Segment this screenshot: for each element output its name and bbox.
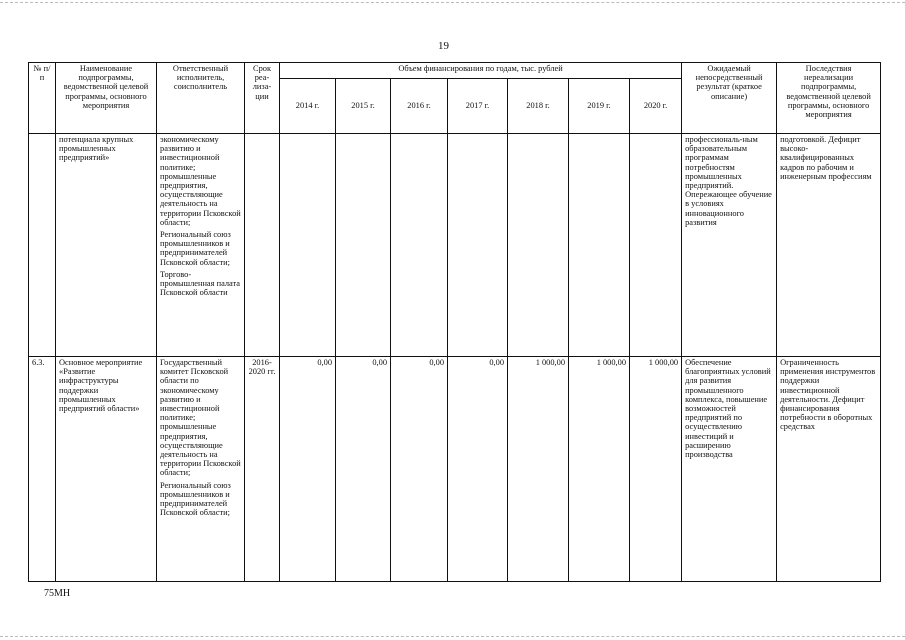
header-year-2017: 2017 г. — [448, 79, 508, 134]
responsible-part: Торгово-промышленная палата Псковской области — [160, 269, 241, 298]
financing-table — [28, 62, 881, 582]
row-value-2015: 0,00 — [336, 357, 391, 582]
row-num: 6.3. — [29, 357, 56, 582]
page-number: 19 — [438, 40, 449, 52]
header-result: Ожидаемый непосредственный результат (краткое описание) — [682, 63, 777, 134]
scan-edge-top — [0, 2, 905, 3]
row-consequences: Ограниченность применения инструментов поддержки инвестиционной деятельности. Дефицит финансирования потребности в оборотных средствах — [777, 357, 881, 582]
header-year-2014: 2014 г. — [280, 79, 336, 134]
row-responsible — [157, 134, 245, 357]
responsible-part: Государственный комитет Псковской области по экономическому развитию и инвестиционной политике; промышленные предприятия, осуществляющие деятельность на территории Псковской области; — [160, 358, 241, 478]
table-row — [29, 357, 881, 582]
row-value-2016: 0,00 — [391, 357, 448, 582]
row-result: профессиональ-ным образовательным программам потребностям промышленных предприятий. Опережающее обучение в условиях инновационного развития — [682, 134, 777, 357]
scan-edge-bottom — [0, 636, 905, 637]
header-row-top — [29, 63, 881, 79]
header-term: Срок реа-лиза-ции — [245, 63, 280, 134]
responsible-part: экономическому развитию и инвестиционной политике; промышленные предприятия, осуществляющие деятельность на территории Псковской области; — [160, 135, 241, 227]
row-value-2020: 1 000,00 — [630, 357, 682, 582]
row-responsible — [157, 357, 245, 582]
header-year-2016: 2016 г. — [391, 79, 448, 134]
row-value-2018: 1 000,00 — [508, 357, 569, 582]
row-value-2020 — [630, 134, 682, 357]
table-row — [29, 134, 881, 357]
header-year-2018: 2018 г. — [508, 79, 569, 134]
row-value-2016 — [391, 134, 448, 357]
row-value-2018 — [508, 134, 569, 357]
header-year-2015: 2015 г. — [336, 79, 391, 134]
header-name: Наименование подпрограммы, ведомственной целевой программы, основного мероприятия — [56, 63, 157, 134]
header-consequences: Последствия нереализации подпрограммы, ведомственной целевой программы, основного мероприятия — [777, 63, 881, 134]
row-term: 2016-2020 гг. — [245, 357, 280, 582]
row-num — [29, 134, 56, 357]
row-value-2014 — [280, 134, 336, 357]
responsible-part: Региональный союз промышленников и предпринимателей Псковской области; — [160, 480, 231, 518]
row-name: Основное мероприятие «Развитие инфраструктуры поддержки промышленных предприятий области» — [56, 357, 157, 582]
responsible-part: Региональный союз промышленников и предпринимателей Псковской области; — [160, 230, 231, 267]
footer-code: 75МН — [44, 588, 71, 599]
row-name: потенциала крупных промышленных предприятий» — [56, 134, 157, 357]
row-value-2014: 0,00 — [280, 357, 336, 582]
row-value-2019 — [569, 134, 630, 357]
header-num: № п/п — [29, 63, 56, 134]
header-financing: Объем финансирования по годам, тыс. рублей — [280, 63, 682, 79]
row-term — [245, 134, 280, 357]
row-result: Обеспечение благоприятных условий для развития промышленного комплекса, повышение возможностей предприятий по осуществлению инвестиций и расширению производства — [682, 357, 777, 582]
header-year-2019: 2019 г. — [569, 79, 630, 134]
row-consequences: подготовкой. Дефицит высоко-квалифицированных кадров по рабочим и инженерным профессиям — [777, 134, 881, 357]
row-value-2015 — [336, 134, 391, 357]
row-value-2019: 1 000,00 — [569, 357, 630, 582]
header-year-2020: 2020 г. — [630, 79, 682, 134]
header-responsible: Ответственный исполнитель, соисполнитель — [157, 63, 245, 134]
row-value-2017 — [448, 134, 508, 357]
row-value-2017: 0,00 — [448, 357, 508, 582]
